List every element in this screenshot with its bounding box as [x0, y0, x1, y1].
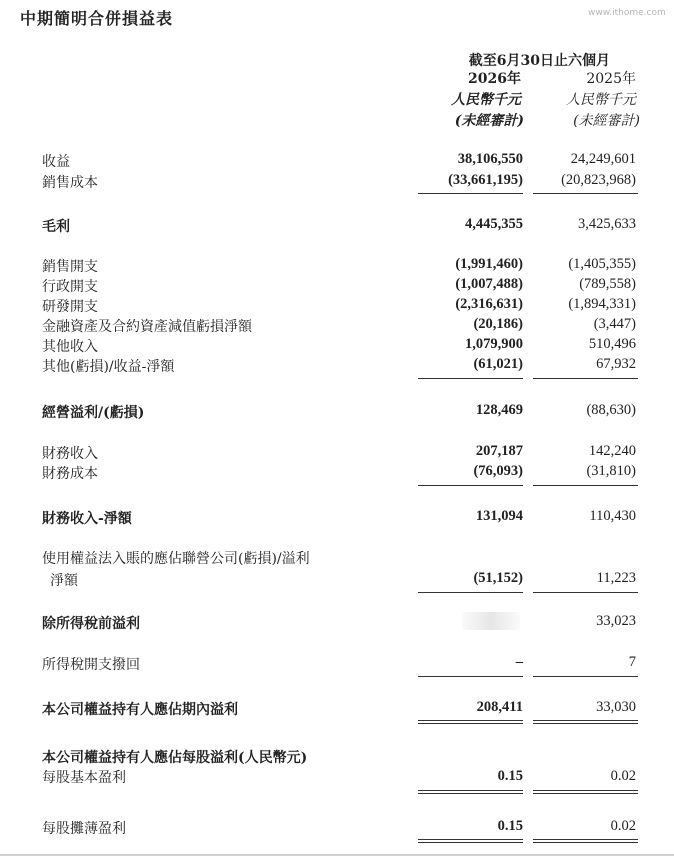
- row-value-2026: 208,411: [476, 699, 523, 715]
- row-value-2025: 67,932: [596, 356, 636, 372]
- row-value-2025: (88,630): [586, 402, 636, 418]
- row-value-2025: (3,447): [593, 316, 636, 332]
- row-value-2026: 4,445,355: [465, 216, 523, 232]
- col1-note: (未經審計): [454, 113, 524, 129]
- row-value-2025: 7: [628, 654, 636, 670]
- underline: [533, 592, 638, 593]
- row-label-revenue: 收益: [42, 154, 70, 170]
- row-value-2025: 110,430: [589, 508, 636, 524]
- underline: [418, 592, 523, 593]
- col2-note: (未經審計): [573, 113, 640, 129]
- row-label-finance-income: 財務收入: [42, 446, 98, 462]
- underline: [418, 676, 523, 677]
- double-underline: [418, 842, 523, 843]
- row-value-2026: (76,093): [473, 463, 523, 479]
- double-underline: [533, 790, 638, 791]
- row-value-2025: 24,249,601: [570, 151, 636, 167]
- row-value-2026: 207,187: [475, 443, 523, 459]
- col2-year: 2025年: [586, 71, 636, 87]
- row-value-2026: (2,316,631): [455, 296, 523, 312]
- row-label-net-finance-income: 財務收入-淨額: [42, 511, 132, 527]
- row-value-2026: 131,094: [475, 508, 523, 524]
- col2-unit: 人民幣千元: [566, 92, 636, 108]
- double-underline: [418, 720, 523, 721]
- double-underline: [418, 793, 523, 794]
- row-value-2025: 3,425,633: [578, 216, 636, 232]
- row-label-rd-expenses: 研發開支: [42, 299, 98, 315]
- watermark: www.ithome.com: [588, 8, 666, 18]
- double-underline: [533, 723, 638, 724]
- double-underline: [533, 839, 638, 840]
- row-value-2026: (1,991,460): [455, 256, 523, 272]
- row-label-basic-eps: 每股基本盈利: [42, 770, 126, 786]
- double-underline: [418, 723, 523, 724]
- underline: [533, 378, 638, 379]
- double-underline: [418, 790, 523, 791]
- col1-year: 2026年: [468, 71, 521, 87]
- row-label-diluted-eps: 每股攤薄盈利: [42, 821, 126, 837]
- row-value-2026: 1,079,900: [465, 336, 523, 352]
- row-value-2026: (61,021): [473, 356, 523, 372]
- row-value-2026: (51,152): [473, 570, 523, 586]
- row-label-gross-profit: 毛利: [42, 219, 70, 235]
- row-value-2026: (20,186): [473, 316, 523, 332]
- row-value-2025: 11,223: [596, 570, 636, 586]
- row-label-cost-of-sales: 銷售成本: [42, 175, 98, 191]
- row-value-2026: 0.15: [497, 818, 523, 834]
- double-underline: [533, 793, 638, 794]
- row-value-2025: 142,240: [588, 443, 636, 459]
- row-value-2026: (1,007,488): [455, 276, 523, 292]
- row-label-admin-expenses: 行政開支: [42, 279, 98, 295]
- row-value-2025: (20,823,968): [561, 172, 636, 188]
- row-label-impairment-losses: 金融資產及合約資產減值虧損淨額: [42, 319, 252, 335]
- row-value-2025: 33,023: [596, 613, 636, 629]
- row-label-finance-costs: 財務成本: [42, 466, 98, 482]
- row-value-2025: (789,558): [579, 276, 636, 292]
- col1-unit: 人民幣千元: [451, 92, 521, 108]
- row-label-eps-heading: 本公司權益持有人應佔每股溢利(人民幣元): [42, 750, 308, 766]
- row-label-income-tax-credit: 所得稅開支撥回: [42, 657, 140, 673]
- statement-title: 中期簡明合併損益表: [20, 9, 174, 28]
- row-label-operating-profit: 經營溢利/(虧損): [42, 405, 145, 421]
- row-value-2025: (1,405,355): [568, 256, 636, 272]
- row-value-2025: 33,030: [596, 699, 636, 715]
- underline: [418, 485, 523, 486]
- row-value-2025: 0.02: [610, 818, 636, 834]
- underline: [533, 193, 638, 194]
- row-value-2026: –: [515, 654, 523, 670]
- row-value-2025: 0.02: [610, 768, 636, 784]
- row-value-2025: 510,496: [588, 336, 636, 352]
- row-label-other-income: 其他收入: [42, 339, 98, 355]
- row-label-share-of-associates-line2: 淨額: [50, 573, 78, 589]
- row-label-profit-for-period: 本公司權益持有人應佔期內溢利: [42, 702, 238, 718]
- underline: [418, 193, 523, 194]
- obscured-value: [462, 612, 520, 630]
- row-value-2026: 38,106,550: [457, 151, 523, 167]
- row-value-2026: 128,469: [475, 402, 523, 418]
- row-value-2026: 0.15: [497, 768, 523, 784]
- underline: [418, 378, 523, 379]
- double-underline: [533, 720, 638, 721]
- row-label-selling-expenses: 銷售開支: [42, 259, 98, 275]
- double-underline: [418, 839, 523, 840]
- period-header: 截至6月30日止六個月: [468, 53, 610, 69]
- row-label-share-of-associates: 使用權益法入賬的應佔聯營公司(虧損)/溢利: [42, 551, 310, 567]
- row-label-other-losses-gains: 其他(虧損)/收益-淨額: [42, 359, 175, 375]
- row-value-2026: (33,661,195): [448, 172, 523, 188]
- underline: [533, 485, 638, 486]
- row-value-2025: (1,894,331): [568, 296, 636, 312]
- row-label-profit-before-tax: 除所得稅前溢利: [42, 616, 140, 632]
- double-underline: [533, 842, 638, 843]
- underline: [533, 676, 638, 677]
- row-value-2025: (31,810): [586, 463, 636, 479]
